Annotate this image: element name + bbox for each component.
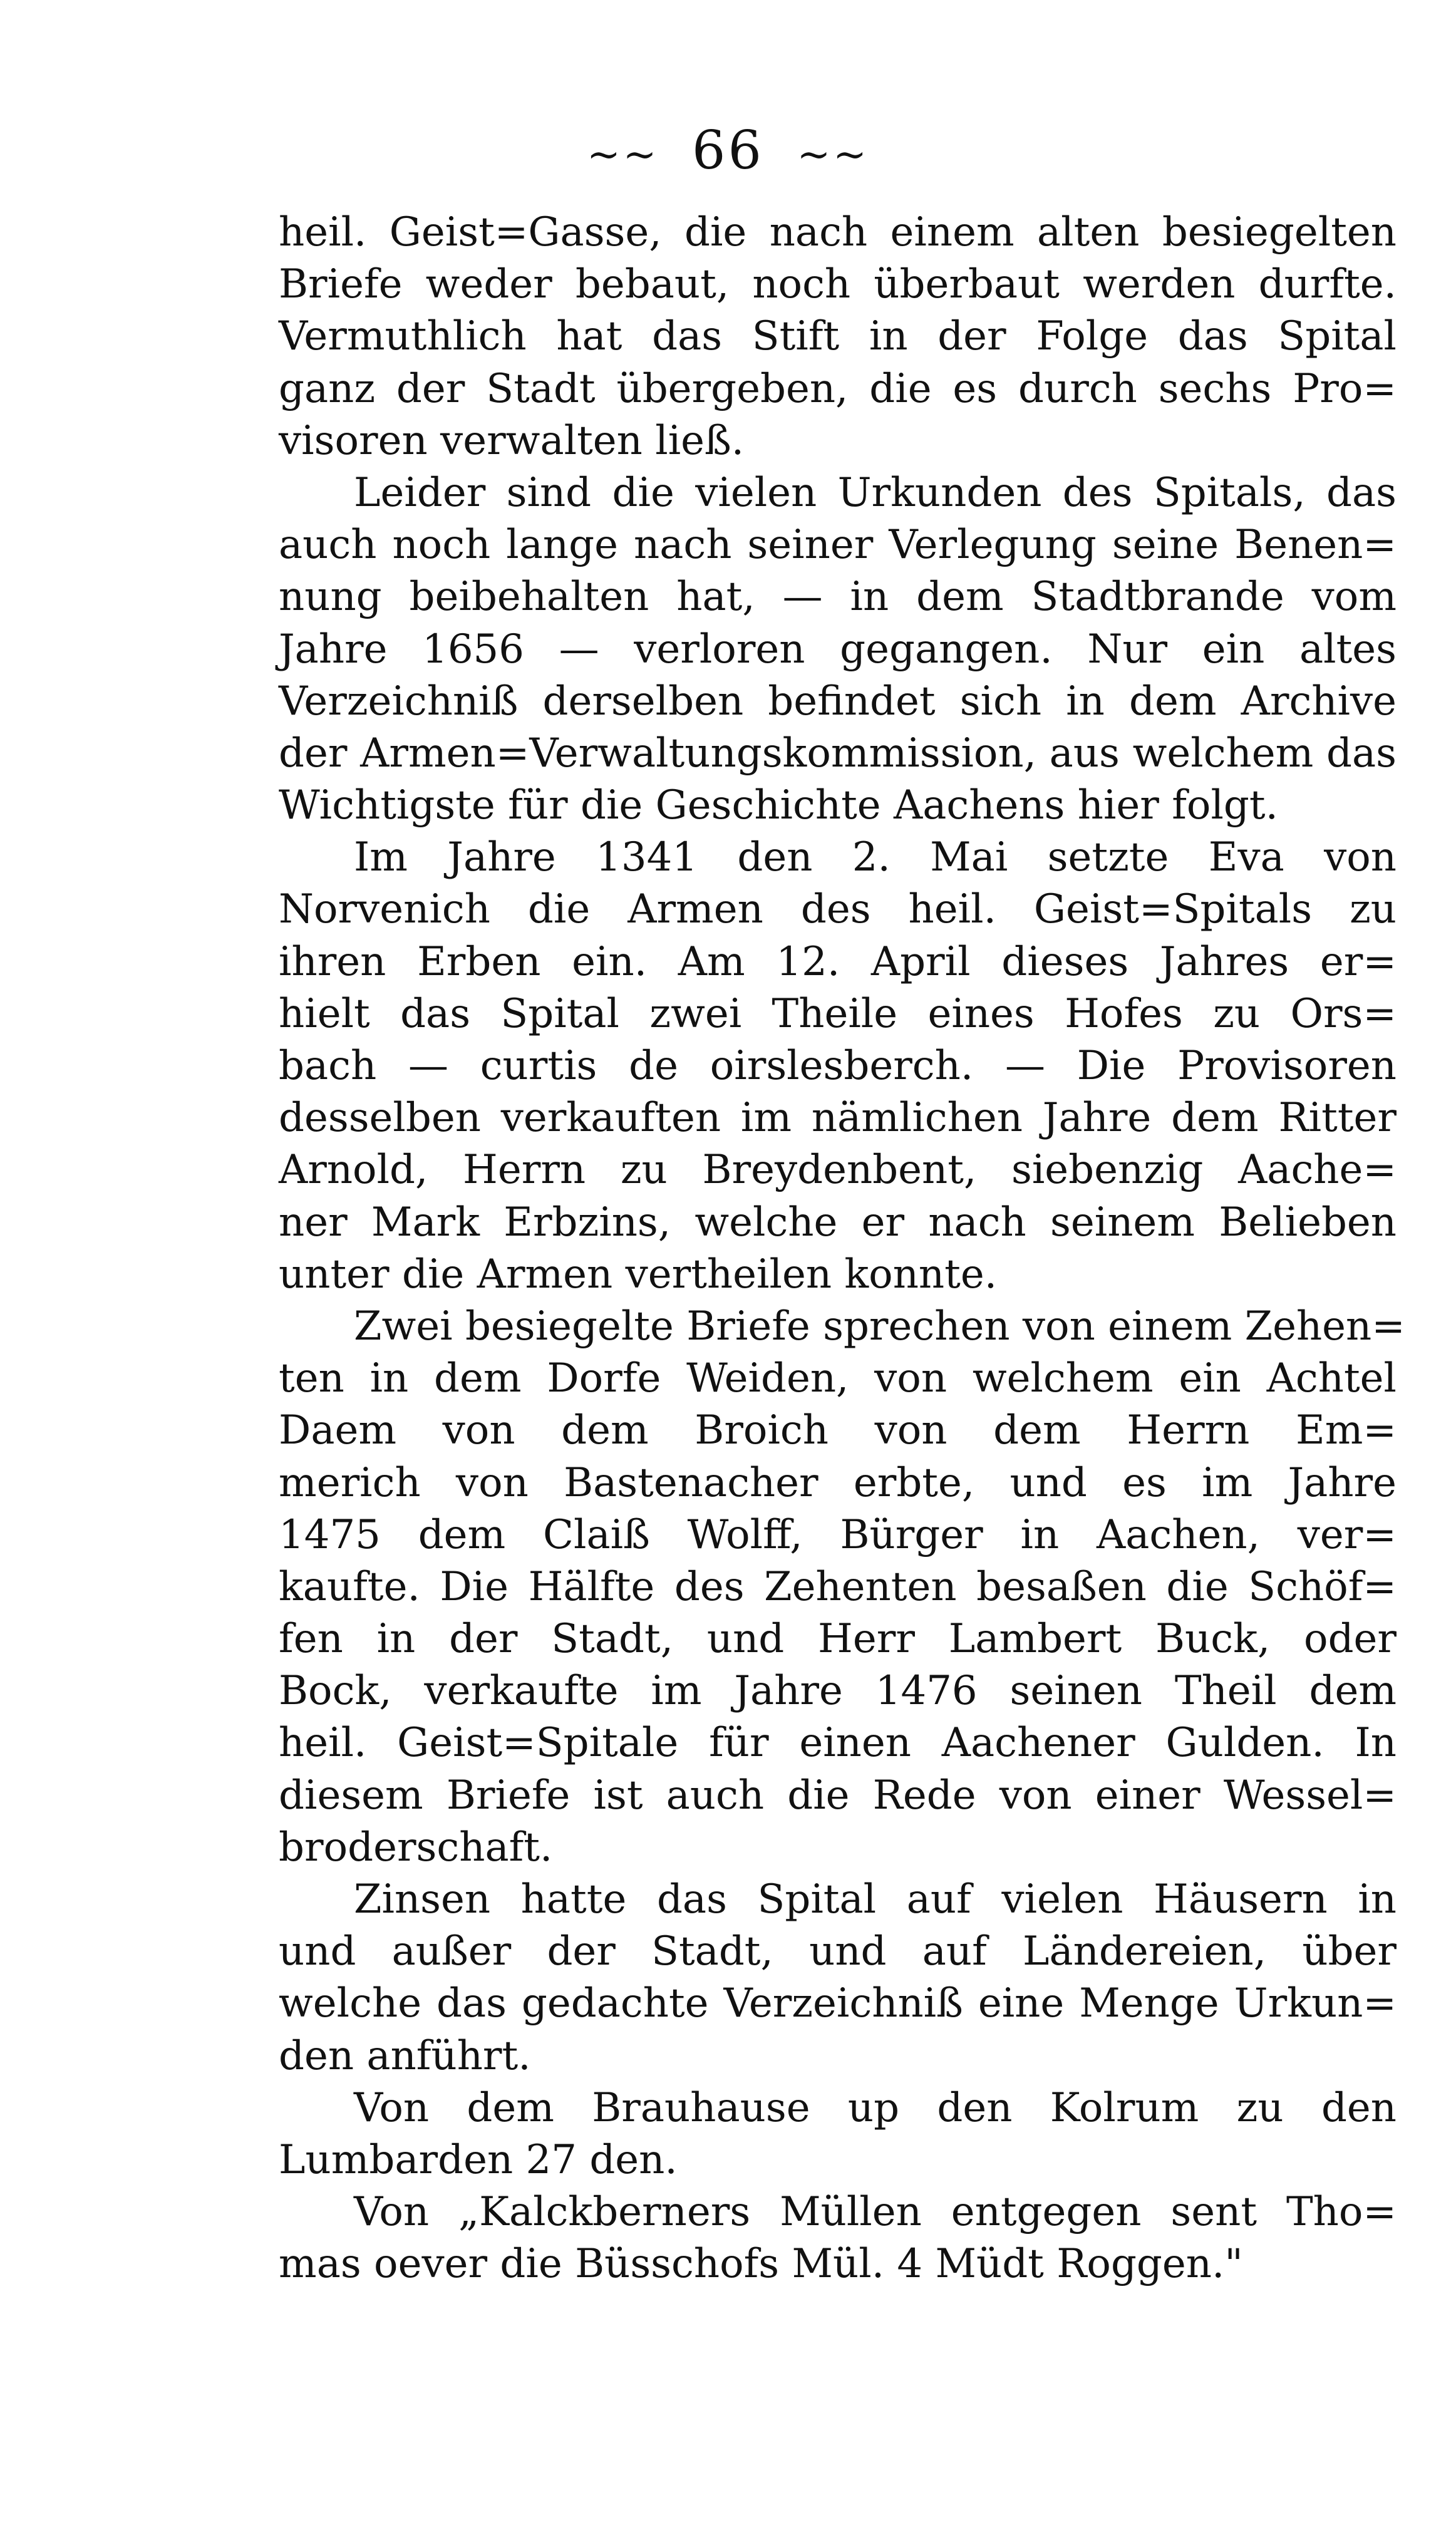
text-line: ten in dem Dorfe Weiden, von welchem ein Achtel <box>279 1355 1397 1402</box>
text-line: ner Mark Erbzins, welche er nach seinem Belieben <box>279 1199 1397 1246</box>
text-line: hielt das Spital zwei Theile eines Hofes zu Ors= <box>279 990 1397 1037</box>
text-line: merich von Bastenacher erbte, und es im Jahre <box>279 1459 1397 1506</box>
text-line: Briefe weder bebaut, noch überbaut werden durfte. <box>279 261 1397 308</box>
text-line: fen in der Stadt, und Herr Lambert Buck, oder <box>279 1616 1397 1663</box>
text-line: Zwei besiegelte Briefe sprechen von einem Zehen= <box>354 1303 1405 1350</box>
page-number: 66 <box>692 120 764 181</box>
text-line: Daem von dem Broich von dem Herrn Em= <box>279 1407 1397 1454</box>
text-line: bach — curtis de oirslesberch. — Die Provisoren <box>279 1043 1397 1089</box>
text-line: Zinsen hatte das Spital auf vielen Häusern in <box>354 1876 1397 1923</box>
text-line: Leider sind die vielen Urkunden des Spitals, das <box>354 469 1397 516</box>
text-line: Wichtigste für die Geschichte Aachens hier folgt. <box>279 782 1278 829</box>
text-line: Im Jahre 1341 den 2. Mai setzte Eva von <box>354 834 1397 881</box>
text-line: Arnold, Herrn zu Breydenbent, siebenzig Aache= <box>279 1147 1397 1194</box>
text-line: Norvenich die Armen des heil. Geist=Spitals zu <box>279 886 1397 933</box>
text-line: und außer der Stadt, und auf Ländereien, über <box>279 1928 1397 1975</box>
text-line: heil. Geist=Gasse, die nach einem alten besiegelten <box>279 209 1397 256</box>
text-line: Jahre 1656 — verloren gegangen. Nur ein altes <box>279 626 1397 673</box>
text-line: Bock, verkaufte im Jahre 1476 seinen Theil dem <box>279 1668 1397 1715</box>
text-line: Verzeichniß derselben befindet sich in dem Archive <box>279 678 1397 725</box>
page-header <box>0 119 1456 186</box>
body-text <box>279 207 1405 2291</box>
text-line: der Armen=Verwaltungskommission, aus welchem das <box>279 730 1397 777</box>
text-line: auch noch lange nach seiner Verlegung seine Benen= <box>279 522 1397 569</box>
text-line: Lumbarden 27 den. <box>279 2136 678 2183</box>
text-line: Von „Kalckberners Müllen entgegen sent Tho= <box>354 2189 1397 2236</box>
text-line: nung beibehalten hat, — in dem Stadtbrande vom <box>279 574 1397 621</box>
text-line: Vermuthlich hat das Stift in der Folge das Spital <box>279 313 1397 360</box>
text-line: visoren verwalten ließ. <box>279 417 745 464</box>
text-line: broderschaft. <box>279 1824 553 1871</box>
text-line: mas oever die Büsschofs Mül. 4 Müdt Roggen." <box>279 2241 1243 2288</box>
text-line: heil. Geist=Spitale für einen Aachener Gulden. In <box>279 1720 1397 1767</box>
text-line: welche das gedachte Verzeichniß eine Menge Urkun= <box>279 1980 1397 2027</box>
text-line: ganz der Stadt übergeben, die es durch sechs Pro= <box>279 365 1397 412</box>
text-line: 1475 dem Claiß Wolff, Bürger in Aachen, ver= <box>279 1511 1397 1558</box>
text-line: diesem Briefe ist auch die Rede von einer Wessel= <box>279 1772 1397 1819</box>
ornament-right: ~~ <box>797 132 869 178</box>
text-line: unter die Armen vertheilen konnte. <box>279 1251 998 1298</box>
ornament-left: ~~ <box>587 132 659 178</box>
text-line: ihren Erben ein. Am 12. April dieses Jahres er= <box>279 938 1397 985</box>
text-line: kaufte. Die Hälfte des Zehenten besaßen die Schöf= <box>279 1563 1397 1610</box>
text-line: Von dem Brauhause up den Kolrum zu den <box>354 2084 1397 2131</box>
text-line: desselben verkauften im nämlichen Jahre dem Ritter <box>279 1095 1397 1142</box>
text-line: den anführt. <box>279 2032 531 2079</box>
